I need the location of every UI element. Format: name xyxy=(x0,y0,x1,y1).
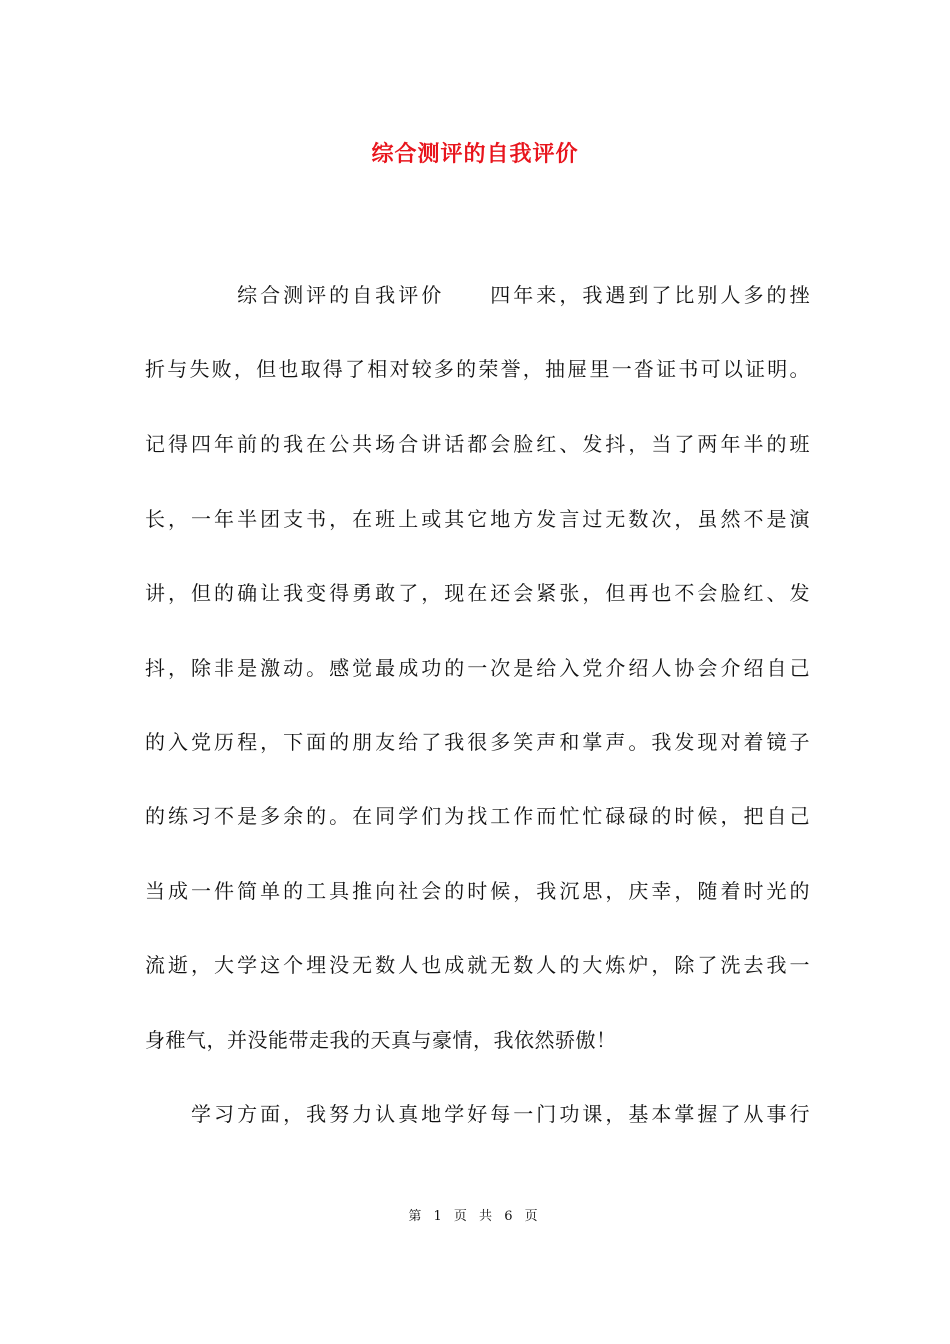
paragraph-line: 折与失败，但也取得了相对较多的荣誉，抽屉里一沓证书可以证明。 xyxy=(145,357,810,381)
page-title: 综合测评的自我评价 xyxy=(371,141,579,167)
paragraph-line: 当成一件简单的工具推向社会的时候，我沉思，庆幸，随着时光的 xyxy=(145,879,810,903)
paragraph-line: 长，一年半团支书，在班上或其它地方发言过无数次，虽然不是演 xyxy=(145,507,810,531)
paragraph-line: 学习方面，我努力认真地学好每一门功课，基本掌握了从事行 xyxy=(145,1102,810,1126)
paragraph-line: 记得四年前的我在公共场合讲话都会脸红、发抖，当了两年半的班 xyxy=(145,432,810,456)
page-footer: 第 1 页 共 6 页 xyxy=(408,1209,542,1224)
paragraph-line: 综合测评的自我评价 四年来，我遇到了比别人多的挫 xyxy=(145,283,810,307)
paragraph-line: 的练习不是多余的。在同学们为找工作而忙忙碌碌的时候，把自己 xyxy=(145,804,810,828)
paragraph-line: 身稚气，并没能带走我的天真与豪情，我依然骄傲！ xyxy=(145,1028,617,1052)
paragraph-line: 流逝，大学这个埋没无数人也成就无数人的大炼炉，除了洗去我一 xyxy=(145,953,810,977)
paragraph-line: 讲，但的确让我变得勇敢了，现在还会紧张，但再也不会脸红、发 xyxy=(145,581,810,605)
paragraph-line: 抖，除非是激动。感觉最成功的一次是给入党介绍人协会介绍自己 xyxy=(145,656,810,680)
paragraph-line: 的入党历程，下面的朋友给了我很多笑声和掌声。我发现对着镜子 xyxy=(145,730,810,754)
